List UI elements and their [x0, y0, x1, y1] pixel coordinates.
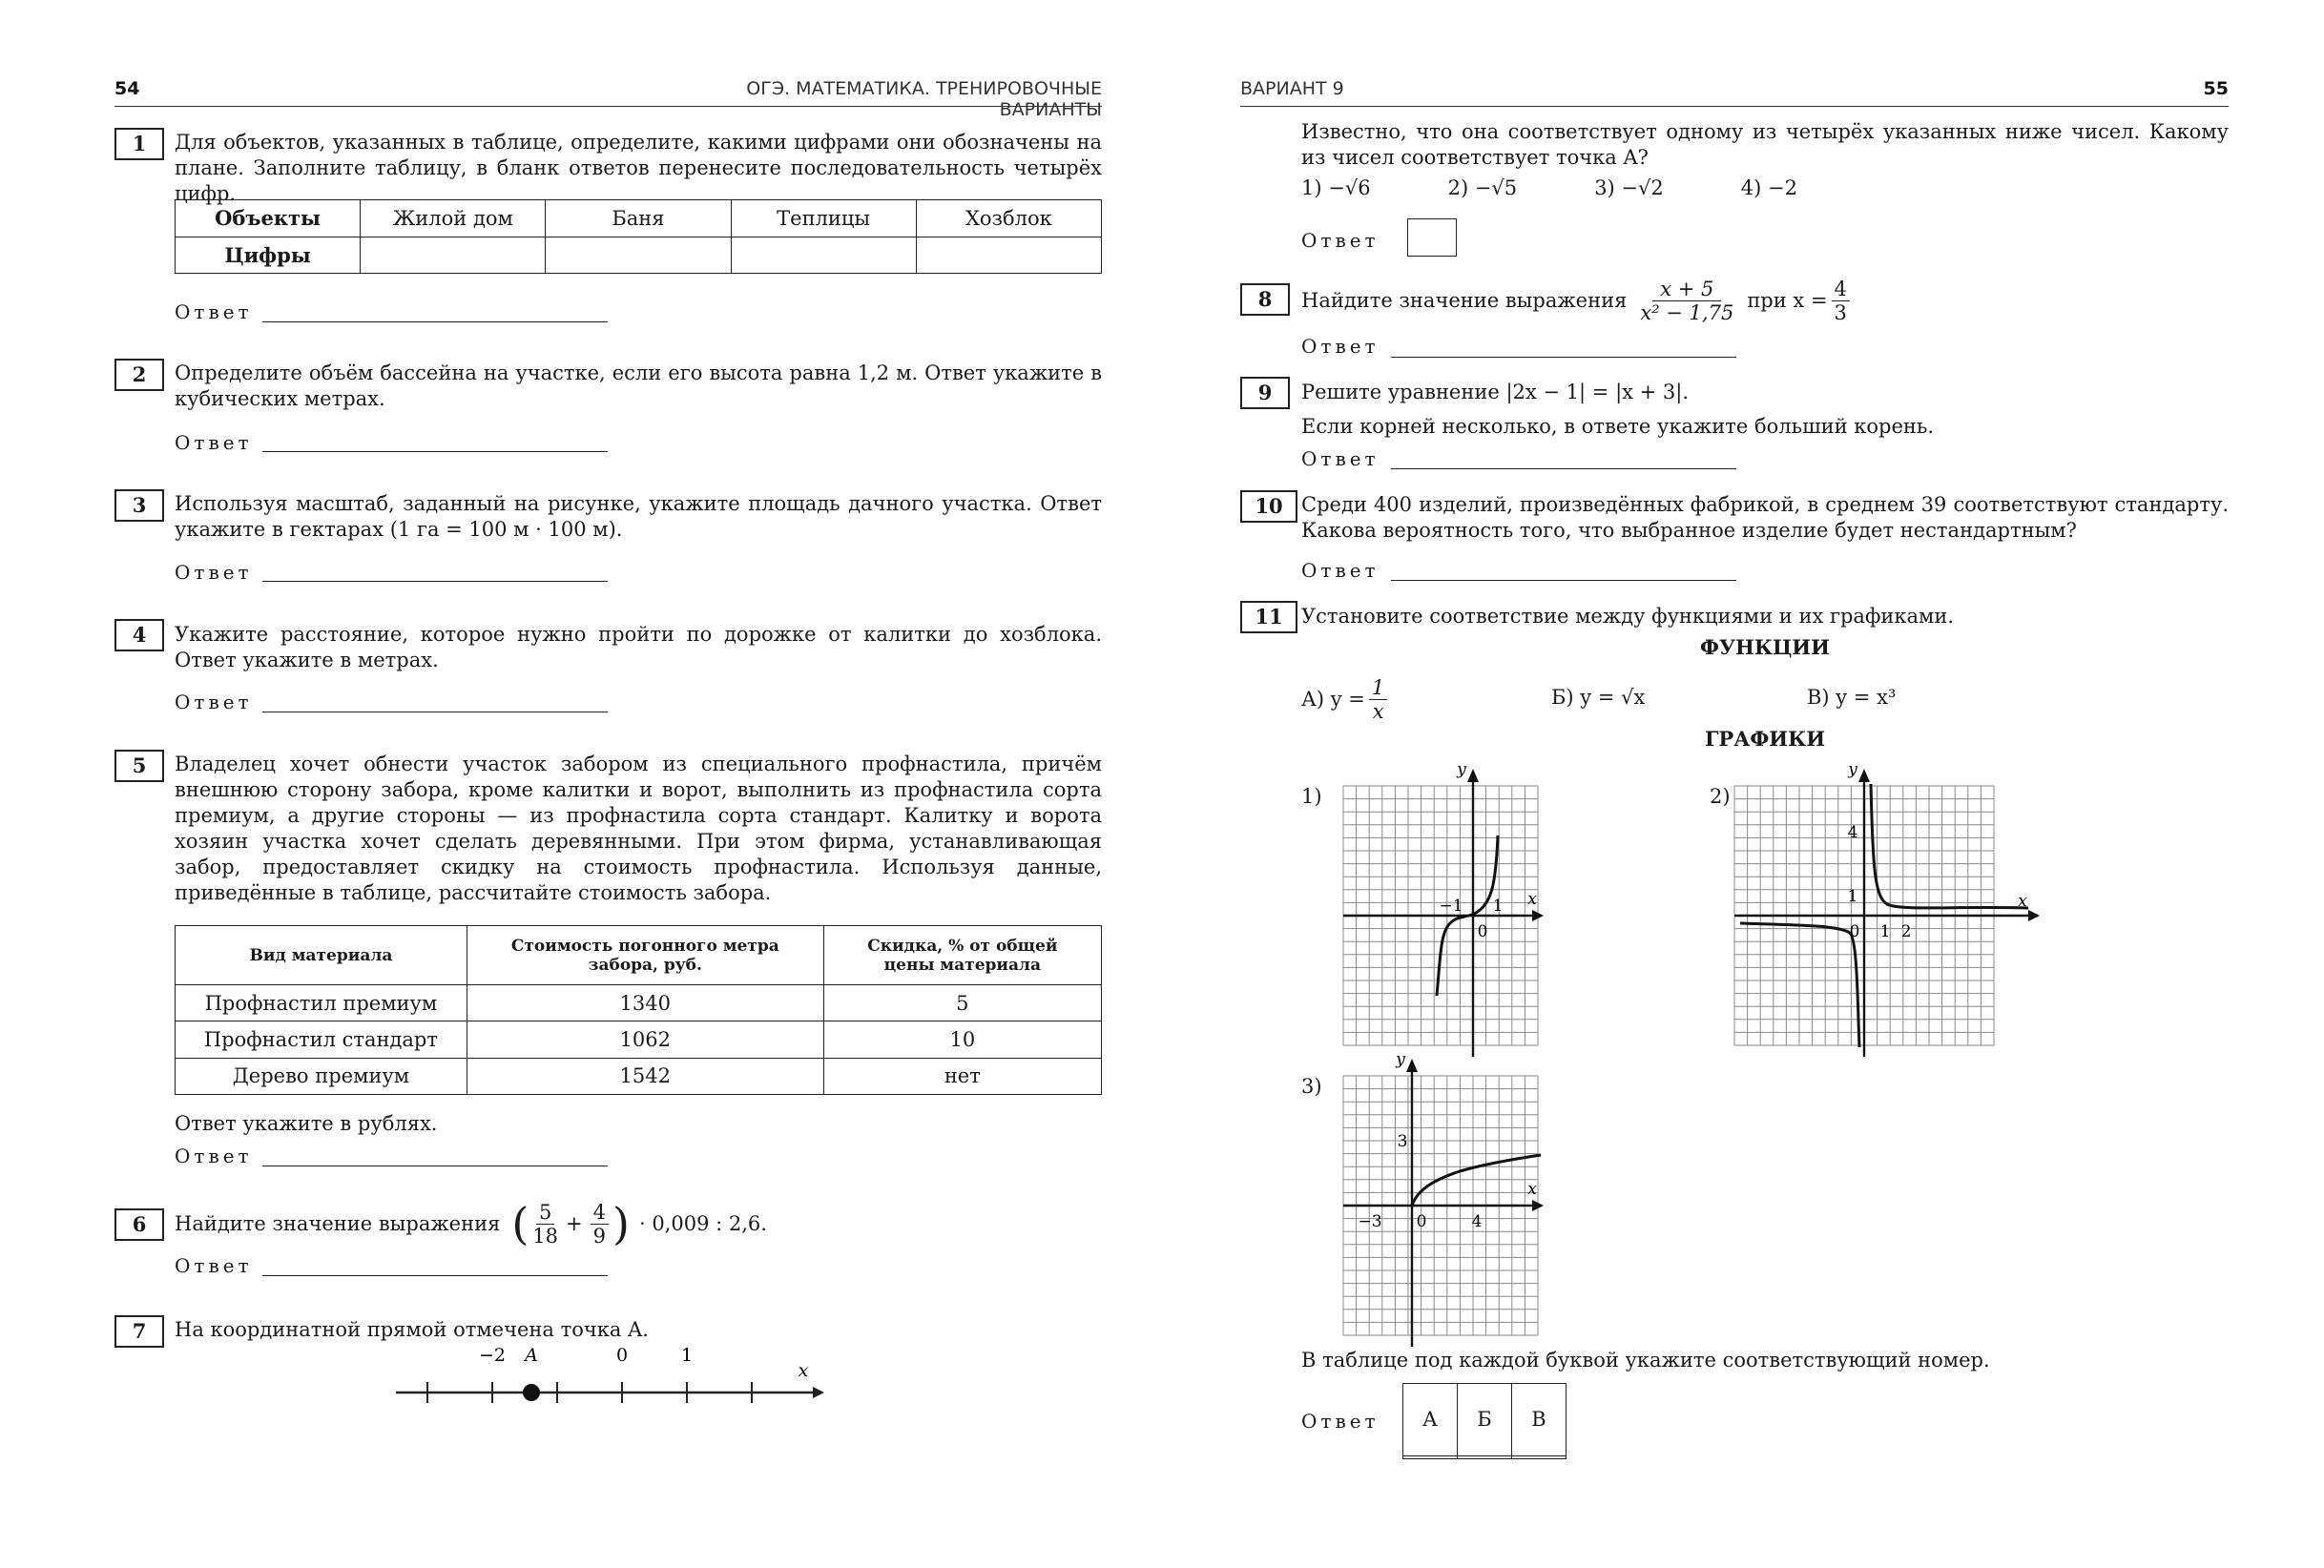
- table-cell: Объекты: [176, 200, 361, 237]
- answer-line-1[interactable]: [262, 321, 608, 322]
- table-cell: 1062: [467, 1021, 823, 1058]
- answer-label: Ответ: [175, 561, 253, 584]
- task-number-6: 6: [114, 1208, 164, 1241]
- answer-line-10[interactable]: [1391, 580, 1736, 581]
- fraction-denominator: x: [1372, 699, 1384, 723]
- task-11-footer: В таблице под каждой буквой укажите соответствующий номер.: [1301, 1349, 1990, 1372]
- option-2[interactable]: 2) −√5: [1447, 176, 1518, 199]
- task-5-text: Владелец хочет обнести участок забором из специального профнастила, причём внешнюю сторону забора, кроме калитки и ворот, выполнить из профнастила сорта премиум, а другие стороны — из профнастила сорта стандарт. Калитку и ворота хозяин участка хочет сделать деревянными. При этом фирма, устанавливающая забор, предоставляет скидку на стоимость профнастила. Используя данные, приведённые в таблице, рассчитайте стоимость забора.: [175, 753, 1102, 904]
- graph-3: [1324, 1043, 1553, 1349]
- function-a-fraction: [1369, 676, 1387, 723]
- answer-label: Ответ: [1301, 1410, 1380, 1433]
- tick-label: 1: [680, 1345, 694, 1366]
- task-6-lead: Найдите значение выражения: [175, 1211, 501, 1235]
- answer-letter: А: [1403, 1384, 1458, 1456]
- right-page: [1162, 0, 2324, 1568]
- functions-title: ФУНКЦИИ: [1700, 635, 1830, 659]
- table-cell: 1340: [467, 985, 823, 1021]
- number-line-arrow: [813, 1387, 824, 1398]
- graph-3-label: 3): [1301, 1075, 1322, 1098]
- tick-label: 4: [1471, 1212, 1483, 1231]
- answer-line-9[interactable]: [1391, 468, 1736, 469]
- fraction-denominator: 3: [1834, 300, 1847, 324]
- fraction-numerator: 1: [1369, 676, 1387, 700]
- answer-label: Ответ: [1301, 335, 1380, 358]
- task-number-4: 4: [114, 619, 164, 651]
- graph-2: [1733, 753, 2051, 1059]
- answer-line-6[interactable]: [262, 1275, 608, 1276]
- fraction-denominator: x² − 1,75: [1640, 300, 1734, 324]
- tick-label: −2: [478, 1345, 507, 1366]
- axis-label-y: y: [1457, 760, 1466, 779]
- fraction-numerator: 4: [1832, 278, 1850, 301]
- answer-line-2[interactable]: [262, 451, 608, 452]
- task-1-text: Для объектов, указанных в таблице, определите, какими цифрами они обозначены на плане. Заполните таблицу, в бланк ответов перенесите последовательность четырёх цифр.: [175, 131, 1102, 205]
- fraction-denominator: 18: [532, 1224, 559, 1248]
- table-header: Скидка, % от общей цены материала: [823, 926, 1101, 985]
- task-number-3: 3: [114, 489, 164, 522]
- task-7-continued: Известно, что она соответствует одному из четырёх указанных ниже чисел. Какому из чисел соответствует точка A?: [1301, 120, 2229, 169]
- function-a: [1301, 671, 1391, 727]
- tick-label: 1: [1492, 897, 1504, 916]
- answer-cell[interactable]: [1458, 1455, 1512, 1458]
- fraction-4-9: [591, 1201, 609, 1248]
- table-cell: Профнастил стандарт: [176, 1021, 467, 1058]
- answer-label: Ответ: [1301, 229, 1380, 252]
- answer-label: Ответ: [175, 300, 253, 323]
- table-header: Вид материала: [176, 926, 467, 985]
- fraction-numerator: x + 5: [1652, 278, 1721, 301]
- page-number: 55: [2203, 78, 2229, 99]
- plus-sign: +: [566, 1211, 583, 1235]
- expression-fraction: [1640, 278, 1733, 324]
- table-cell: Баня: [546, 200, 731, 237]
- answer-line-3[interactable]: [262, 581, 608, 582]
- function-c: В) y = x³: [1807, 686, 1897, 709]
- option-3[interactable]: 3) −√2: [1594, 176, 1664, 199]
- answer-cell[interactable]: [361, 237, 546, 274]
- answer-box-7[interactable]: [1407, 218, 1457, 257]
- paren-right: ): [612, 1198, 630, 1249]
- task-number-1: 1: [114, 128, 164, 160]
- task-8-mid: при x =: [1747, 288, 1828, 312]
- task-6-tail: · 0,009 : 2,6.: [638, 1211, 767, 1235]
- fraction-denominator: 9: [592, 1224, 607, 1248]
- task-number-9: 9: [1240, 377, 1290, 409]
- option-1[interactable]: 1) −√6: [1301, 176, 1371, 199]
- task-number-8: 8: [1240, 283, 1290, 316]
- table-cell: 1542: [467, 1058, 823, 1094]
- origin-label: 0: [1477, 922, 1488, 941]
- paren-left: (: [511, 1198, 529, 1249]
- task-number-5: 5: [114, 750, 164, 782]
- answer-cell[interactable]: [1512, 1455, 1567, 1458]
- answer-cell[interactable]: [731, 237, 916, 274]
- task-9-text: Решите уравнение |2x − 1| = |x + 3|.: [1301, 381, 1690, 403]
- origin-label: 0: [1416, 1212, 1427, 1231]
- answer-label: Ответ: [175, 691, 253, 713]
- answer-letter: В: [1512, 1384, 1567, 1456]
- task-11-text: Установите соответствие между функциями и их графиками.: [1301, 605, 1955, 628]
- task-9-text-2: Если корней несколько, в ответе укажите больший корень.: [1301, 415, 1935, 438]
- task-7-text: На координатной прямой отмечена точка A.: [175, 1318, 649, 1341]
- task-11-answer-table: [1402, 1383, 1567, 1459]
- axis-label-y: y: [1396, 1050, 1405, 1069]
- task-4-text: Укажите расстояние, которое нужно пройти по дорожке от калитки до хозблока. Ответ укажите в метрах.: [175, 623, 1102, 671]
- y-axis-arrow: [1406, 1059, 1418, 1072]
- task-number-11: 11: [1240, 601, 1297, 633]
- table-cell: Жилой дом: [361, 200, 546, 237]
- task-number-7: 7: [114, 1315, 164, 1348]
- graph-1: [1324, 753, 1553, 1059]
- page-number: 54: [114, 78, 140, 99]
- tick-label: 3: [1397, 1132, 1408, 1151]
- option-4[interactable]: 4) −2: [1740, 176, 1797, 199]
- table-cell: Дерево премиум: [176, 1058, 467, 1094]
- function-a-label: А) y =: [1301, 687, 1365, 711]
- task-6-text: [175, 1197, 767, 1250]
- graph-1-label: 1): [1301, 785, 1322, 808]
- running-head: ОГЭ. МАТЕМАТИКА. ТРЕНИРОВОЧНЫЕ ВАРИАНТЫ: [746, 78, 1102, 120]
- tick-label: 4: [1847, 823, 1858, 842]
- task-3-text: Используя масштаб, заданный на рисунке, укажите площадь дачного участка. Ответ укажите в гектарах (1 га = 100 м · 100 м).: [175, 492, 1102, 541]
- fraction-numerator: 4: [591, 1201, 609, 1225]
- table-cell: нет: [823, 1058, 1101, 1094]
- tick-label: 0: [615, 1345, 629, 1366]
- answer-label: Ответ: [175, 431, 253, 454]
- task-7-options: [1301, 175, 1797, 201]
- header-rule: [114, 106, 1102, 107]
- answer-line-8[interactable]: [1391, 357, 1736, 358]
- point-a-dot: [523, 1384, 540, 1401]
- answer-cell[interactable]: [1403, 1455, 1458, 1458]
- task-10-text: Среди 400 изделий, произведённых фабрикой, в среднем 39 соответствуют стандарту. Какова вероятность того, что выбранное изделие будет нестандартным?: [1301, 493, 2229, 542]
- y-axis-arrow: [1858, 769, 1870, 782]
- origin-label: 0: [1849, 922, 1860, 941]
- axis-label-y: y: [1848, 760, 1857, 779]
- header-rule: [1240, 106, 2229, 107]
- tick-label: 1: [1879, 922, 1891, 941]
- table-header: Стоимость погонного метра забора, руб.: [467, 926, 823, 985]
- answer-cell[interactable]: [916, 237, 1101, 274]
- table-cell: Цифры: [176, 237, 361, 274]
- axis-label-x: x: [1527, 1180, 1537, 1199]
- task-1-table: [175, 199, 1102, 274]
- tick-label: −1: [1439, 897, 1463, 916]
- answer-label: Ответ: [175, 1145, 253, 1167]
- axis-label-x: x: [2018, 892, 2027, 911]
- tick-label: −3: [1358, 1212, 1382, 1231]
- table-cell: 5: [823, 985, 1101, 1021]
- table-cell: 10: [823, 1021, 1101, 1058]
- x-axis-arrow: [2028, 910, 2040, 921]
- y-axis-arrow: [1467, 769, 1479, 782]
- table-cell: Профнастил премиум: [176, 985, 467, 1021]
- fraction-5-18: [532, 1201, 558, 1248]
- answer-label: Ответ: [1301, 447, 1380, 470]
- point-a-label: A: [525, 1345, 538, 1366]
- task-2-text: Определите объём бассейна на участке, если его высота равна 1,2 м. Ответ укажите в кубических метрах.: [175, 361, 1102, 410]
- task-number-2: 2: [114, 359, 164, 391]
- answer-letter: Б: [1458, 1384, 1512, 1456]
- task-number-10: 10: [1240, 490, 1297, 523]
- axis-label-x: x: [798, 1360, 809, 1381]
- graph-2-label: 2): [1710, 785, 1731, 808]
- graphs-title: ГРАФИКИ: [1704, 727, 1826, 751]
- sqrt-curve: [1412, 1155, 1541, 1206]
- number-line: [382, 1340, 830, 1416]
- task-5-table: [175, 925, 1102, 1095]
- running-head: ВАРИАНТ 9: [1240, 78, 1344, 99]
- x-value-fraction: [1832, 278, 1850, 324]
- task-8-text: [1301, 273, 1854, 328]
- function-b: Б) y = √x: [1551, 686, 1646, 709]
- table-cell: Теплицы: [731, 200, 916, 237]
- tick-label: 1: [1847, 887, 1858, 906]
- answer-label: Ответ: [175, 1254, 253, 1277]
- answer-cell[interactable]: [546, 237, 731, 274]
- table-cell: Хозблок: [916, 200, 1101, 237]
- tick-label: 2: [1900, 922, 1912, 941]
- answer-label: Ответ: [1301, 559, 1380, 582]
- axis-label-x: x: [1527, 890, 1537, 909]
- task-8-lead: Найдите значение выражения: [1301, 288, 1628, 312]
- task-5-note: Ответ укажите в рублях.: [175, 1112, 438, 1135]
- fraction-numerator: 5: [536, 1201, 554, 1225]
